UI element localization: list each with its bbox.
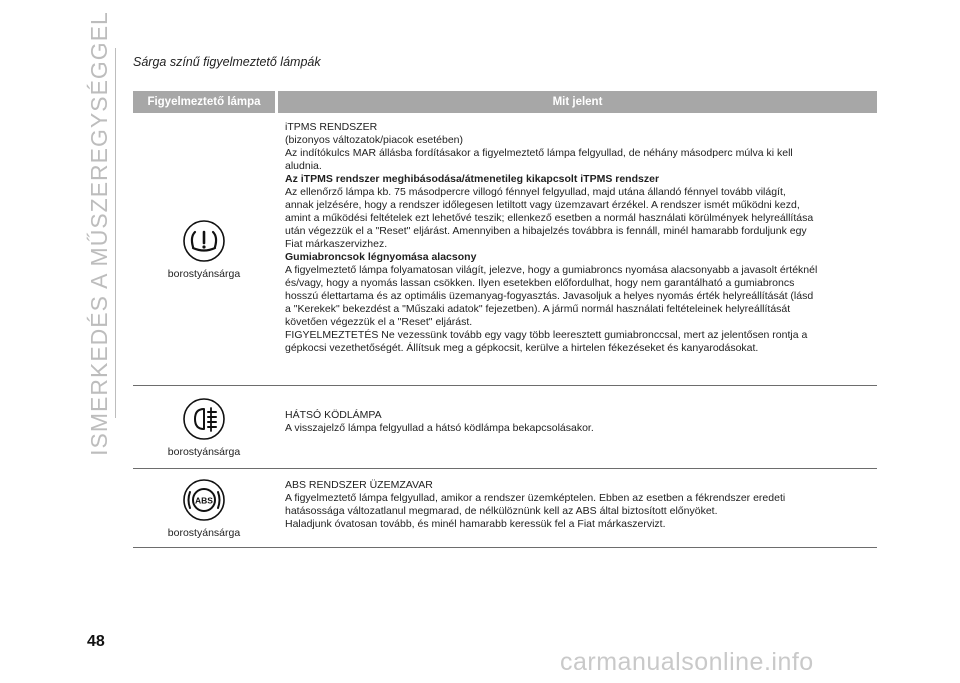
- tpms-warning-icon: [182, 219, 226, 263]
- lamp-cell: [133, 386, 275, 468]
- section-title: Sárga színű figyelmeztető lámpák: [133, 55, 321, 69]
- text-line: A figyelmeztető lámpa felgyullad, amikor a rendszer üzemképtelen. Ebben az esetben a fékrendszer eredeti: [285, 492, 786, 504]
- header-lamp: Figyelmeztető lámpa: [133, 91, 275, 113]
- text-line: hosszú élettartama és az optimális üzemanyag-fogyasztás. Javasoljuk a helyes nyomás érték helyreállítását (lásd: [285, 290, 814, 302]
- text-line: hatásossága változatlanul megmarad, de nélkülöznünk kell az ABS által biztosított előnyöket.: [285, 505, 718, 517]
- text-line: aludnia.: [285, 160, 322, 172]
- lamp-color-label: borostyánsárga: [167, 267, 241, 280]
- text-line: (bizonyos változatok/piacok esetében): [285, 134, 464, 146]
- table-row: [133, 469, 877, 548]
- text-line: Az indítókulcs MAR állásba fordításakor a figyelmeztető lámpa felgyullad, de néhány másodperc múlva ki kell: [285, 147, 793, 159]
- table-row: [133, 386, 877, 469]
- lamp-color-label: borostyánsárga: [167, 526, 241, 539]
- chapter-divider: [115, 48, 116, 418]
- subheading: Az iTPMS rendszer meghibásodása/átmenetileg kikapcsolt iTPMS rendszer: [285, 173, 660, 185]
- header-meaning: Mit jelent: [278, 91, 877, 113]
- text-line: Haladjunk óvatosan tovább, és minél hamarabb keressük fel a Fiat márkaszervizt.: [285, 518, 666, 530]
- subheading: Gumiabroncsok légnyomása alacsony: [285, 251, 477, 263]
- text-line: Az ellenőrző lámpa kb. 75 másodpercre villogó fénnyel felgyullad, majd utána állandó fénnyel tovább világít,: [285, 186, 786, 198]
- text-line: ABS RENDSZER ÜZEMZAVAR: [285, 479, 433, 491]
- lamp-cell: [133, 469, 275, 547]
- abs-icon-text: ABS: [195, 495, 213, 505]
- text-line: és/vagy, hogy a nyomás lassan csökken. Ilyen esetekben előfordulhat, hogy nem garantálható a gumiabroncs: [285, 277, 795, 289]
- text-line: FIGYELMEZTETÉS Ne vezessünk tovább egy vagy több leeresztett gumiabronccsal, mert az jelentősen rontja a: [285, 329, 808, 341]
- text-line: Fiat márkaszervizhez.: [285, 238, 388, 250]
- abs-warning-icon: [182, 478, 226, 522]
- text-line: HÁTSÓ KÖDLÁMPA: [285, 409, 382, 421]
- lamp-cell: [133, 113, 275, 385]
- text-line: amint a működési feltételek ezt lehetővé teszik; ellenkező esetben a normál használati körülmények helyreállítása: [285, 212, 814, 224]
- lamp-color-label: borostyánsárga: [167, 445, 241, 458]
- chapter-title-text: ISMERKEDÉS A MŰSZEREGYSÉGGEL: [85, 10, 112, 456]
- text-line: annak jelzésére, hogy a rendszer időlegesen letiltott vagy üzemzavart érzékel. A rendszer ismét működni kezd,: [285, 199, 800, 211]
- text-line: A figyelmeztető lámpa folyamatosan világít, jelezve, hogy a gumiabroncs nyomása alacsonyabb a javasolt értéknél: [285, 264, 818, 276]
- warning-lamp-table: [133, 91, 877, 548]
- table-row: [133, 113, 877, 386]
- chapter-title-vertical: [85, 10, 112, 456]
- text-line: követően végezzük el a "Reset" eljárást.: [285, 316, 473, 328]
- page-number: 48: [87, 633, 105, 650]
- text-line: iTPMS RENDSZER: [285, 121, 378, 133]
- meaning-cell: [285, 113, 877, 385]
- text-line: a "Kerekek" bekezdést a "Műszaki adatok" fejezetben). A jármű normál használati feltételeinek helyreállítását: [285, 303, 791, 315]
- text-line: A visszajelző lámpa felgyullad a hátsó ködlámpa bekapcsolásakor.: [285, 422, 594, 434]
- rear-fog-lamp-icon: [182, 397, 226, 441]
- text-line: gépkocsi vezethetőségét. Állítsuk meg a gépkocsit, kerülve a hirtelen fékezéseket és kanyarodásokat.: [285, 342, 759, 354]
- watermark: carmanualsonline.info: [560, 648, 814, 676]
- text-line: után végezzük el a "Reset" eljárást. Amennyiben a hibajelzés továbbra is fennáll, minél hamarabb forduljunk egy: [285, 225, 807, 237]
- meaning-cell: [285, 469, 877, 547]
- meaning-cell: [285, 386, 877, 468]
- table-header: [133, 91, 877, 113]
